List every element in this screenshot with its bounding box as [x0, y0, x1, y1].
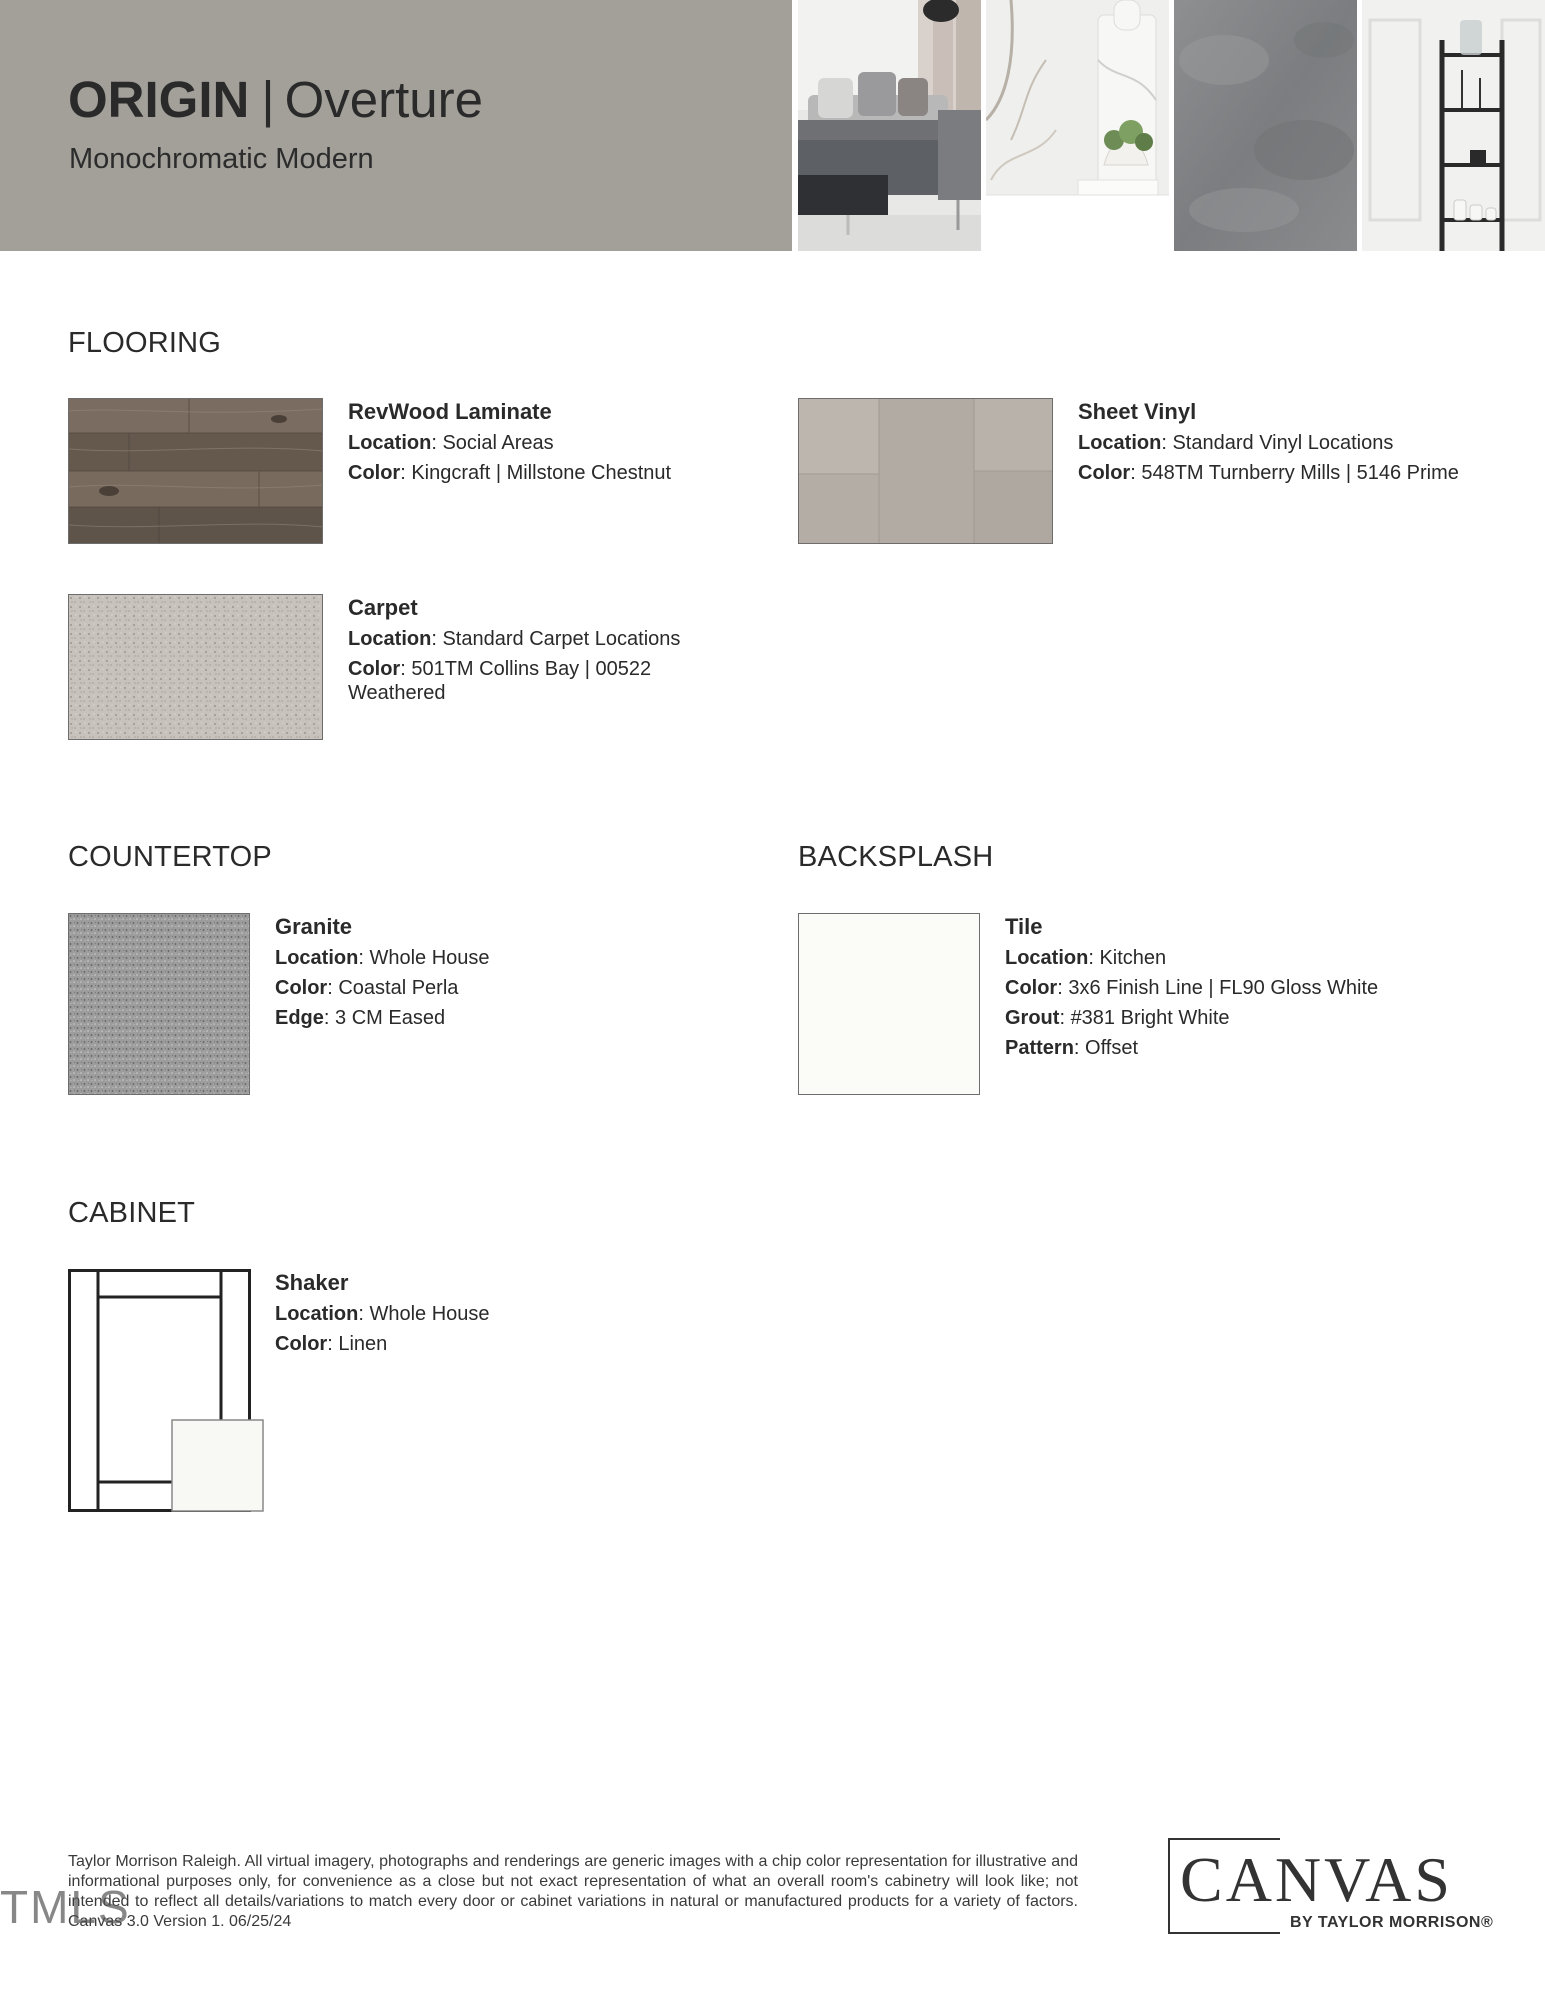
- location-row: Location: Kitchen: [1005, 947, 1167, 969]
- living-room-photo: [798, 0, 981, 251]
- product-name: Tile: [1005, 914, 1043, 939]
- page-subtitle: Monochromatic Modern: [69, 143, 374, 175]
- marble-plant-photo: [986, 0, 1169, 251]
- revwood-laminate-swatch: [68, 398, 323, 544]
- location-row: Location: Standard Vinyl Locations: [1078, 432, 1394, 454]
- logo-subtitle: BY TAYLOR MORRISON®: [1290, 1914, 1494, 1931]
- location-row: Location: Standard Carpet Locations: [348, 628, 681, 650]
- color-row: Color: Linen: [275, 1333, 388, 1355]
- product-name: Granite: [275, 914, 353, 939]
- header: [0, 0, 1545, 251]
- location-row: Location: Whole House: [275, 1303, 490, 1325]
- section-title-cabinet: CABINET: [68, 1197, 196, 1229]
- brand-name: ORIGIN: [68, 71, 250, 128]
- carpet-swatch: [68, 594, 323, 740]
- color-row: Color: Coastal Perla: [275, 977, 459, 999]
- color-row: Color: Kingcraft | Millstone Chestnut: [348, 462, 672, 484]
- pattern-row: Pattern: Offset: [1005, 1037, 1139, 1059]
- sheet-vinyl-info: [1078, 396, 1459, 488]
- location-row: Location: Whole House: [275, 947, 490, 969]
- page-title: [68, 68, 483, 132]
- sheet-vinyl-swatch: [798, 398, 1053, 544]
- location-row: Location: Social Areas: [348, 432, 554, 454]
- tile-swatch: [798, 913, 980, 1095]
- collection-name: Overture: [284, 71, 483, 128]
- color-row: Color: 548TM Turnberry Mills | 5146 Prime: [1078, 462, 1459, 484]
- watermark-text: TMLS: [0, 1881, 131, 1933]
- product-name: Carpet: [348, 595, 418, 620]
- tile-info: [1005, 911, 1378, 1063]
- product-name: Shaker: [275, 1270, 349, 1295]
- revwood-laminate-info: [348, 396, 671, 488]
- color-row: Color: 501TM Collins Bay | 00522: [348, 658, 652, 680]
- disclaimer-text: Taylor Morrison Raleigh. All virtual imagery, photographs and renderings are generic images with a chip color representation for illustrative and informational purposes only, for convenience as a close but not exact representation of what an overall room's cabinetry will look like; not intended to reflect all details/variations to match every door or cabinet variations in natural or manufactured products for a variety of factors. Canvas 3.0 Version 1. 06/25/24: [68, 1853, 1078, 1930]
- title-separator: |: [261, 71, 275, 128]
- edge-row: Edge: 3 CM Eased: [275, 1007, 446, 1029]
- shaker-cabinet-drawing: [68, 1269, 264, 1512]
- granite-swatch: [68, 913, 250, 1095]
- canvas-logo: [1168, 1838, 1494, 1938]
- carpet-info: [348, 592, 680, 705]
- product-name: RevWood Laminate: [348, 399, 552, 424]
- section-title-flooring: FLOORING: [68, 327, 222, 359]
- color-row-continued: Weathered: [348, 682, 446, 704]
- color-row: Color: 3x6 Finish Line | FL90 Gloss White: [1005, 977, 1379, 999]
- logo-wordmark: CANVAS: [1180, 1844, 1453, 1915]
- granite-info: [275, 911, 490, 1033]
- grout-row: Grout: #381 Bright White: [1005, 1007, 1230, 1029]
- section-title-countertop: COUNTERTOP: [68, 841, 272, 873]
- product-name: Sheet Vinyl: [1078, 399, 1197, 424]
- section-title-backsplash: BACKSPLASH: [798, 841, 994, 873]
- shelf-photo: [1362, 0, 1545, 251]
- concrete-photo: [1174, 0, 1357, 251]
- shaker-info: [275, 1267, 490, 1359]
